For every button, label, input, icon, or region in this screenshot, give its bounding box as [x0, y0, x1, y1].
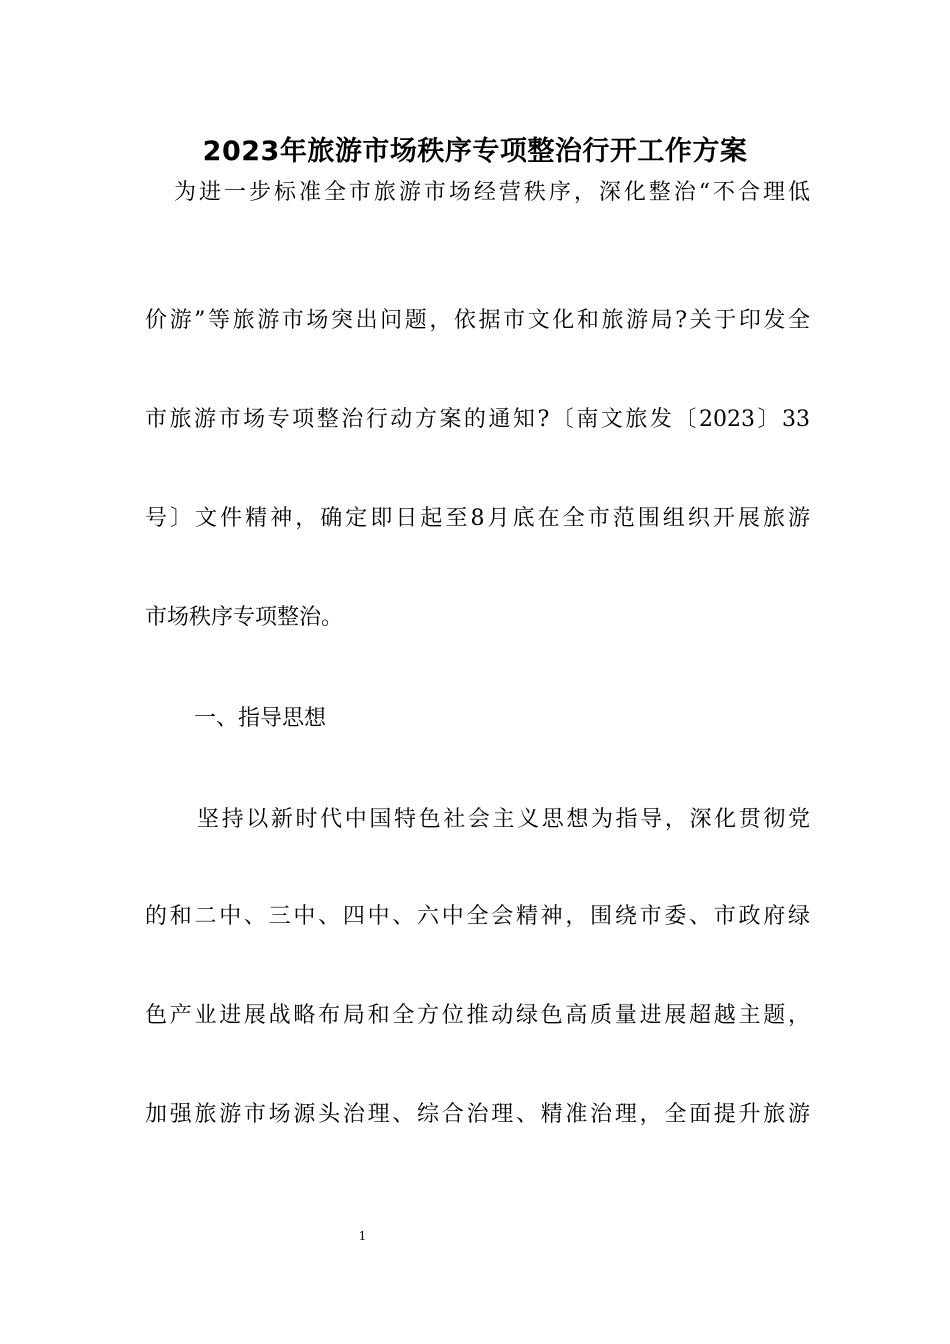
- intro-line-4: 号〕文件精神，确定即日起至8月底在全市范围组织开展旅游: [145, 506, 810, 531]
- intro-line-2: 价游”等旅游市场突出问题，依据市文化和旅游局?关于印发全: [145, 308, 810, 333]
- section-line-1: 坚持以新时代中国特色社会主义思想为指导，深化贯彻党: [197, 807, 810, 832]
- section-line-2: 的和二中、三中、四中、六中全会精神，围绕市委、市政府绿: [145, 904, 810, 929]
- document-title: 2023年旅游市场秩序专项整治行开工作方案: [202, 136, 748, 167]
- section-line-3: 色产业进展战略布局和全方位推动绿色高质量进展超越主题，: [145, 1003, 810, 1028]
- page-number: 1: [358, 1229, 367, 1243]
- intro-line-1: 为进一步标准全市旅游市场经营秩序，深化整治“不合理低: [174, 180, 810, 205]
- intro-line-5: 市场秩序专项整治。: [145, 605, 344, 630]
- section-line-4: 加强旅游市场源头治理、综合治理、精准治理，全面提升旅游: [145, 1102, 810, 1127]
- section-heading: 一、指导思想: [194, 706, 327, 731]
- intro-line-3: 市旅游市场专项整治行动方案的通知?〔南文旅发〔2023〕33: [145, 407, 810, 432]
